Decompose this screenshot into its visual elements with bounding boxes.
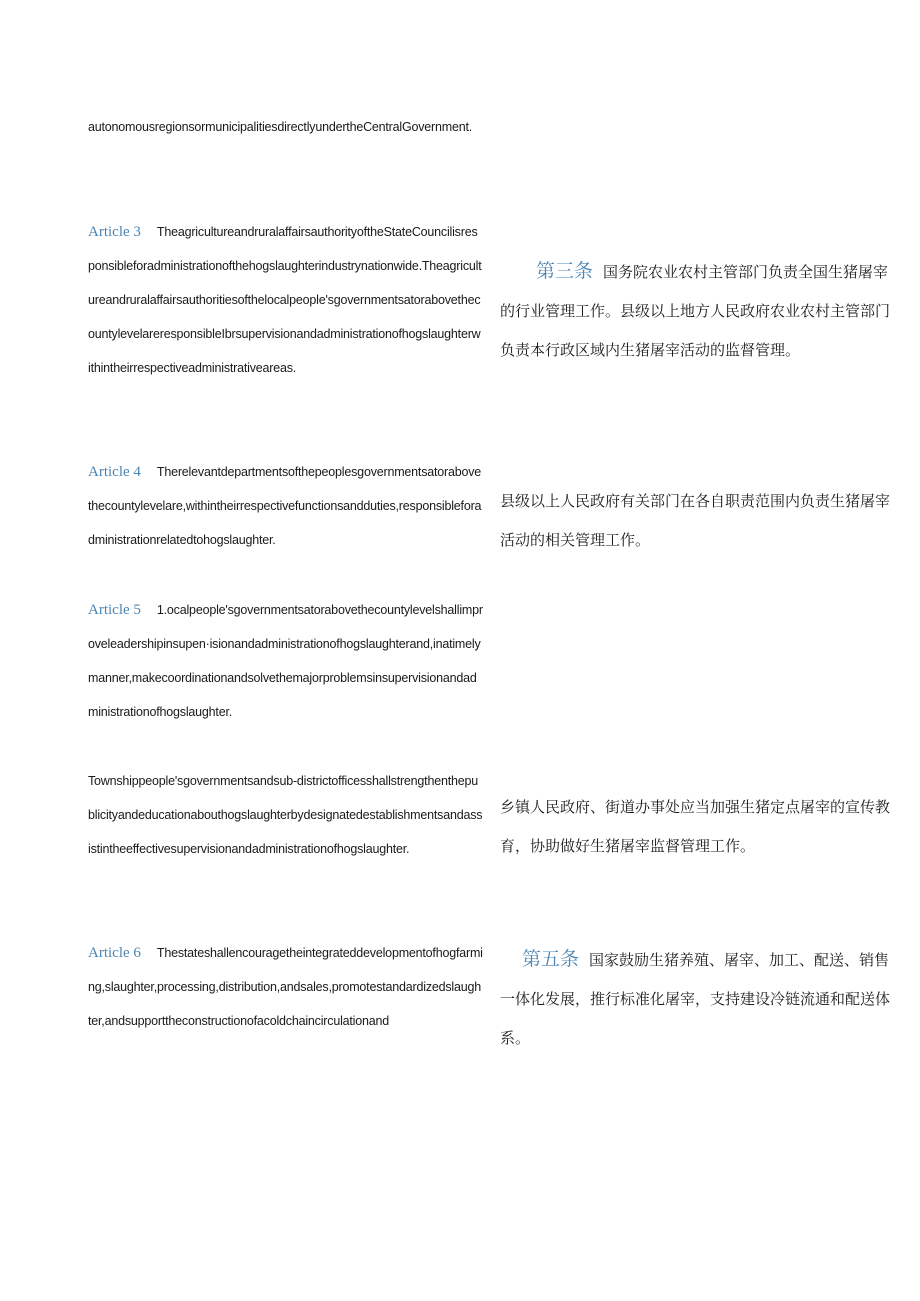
english-paragraph-text: Townshippeople'sgovernmentsandsub-districtofficesshallstrengthenthepublicityandeducationabouthogslaughterbydesignatedestablishmentsandassistintheeffectivesupervisionandadministrationofhogslaughter. bbox=[88, 774, 483, 856]
article-label: Article 6 bbox=[88, 945, 141, 961]
chinese-paragraph-township bbox=[500, 788, 892, 866]
article-label: 第三条 bbox=[536, 260, 594, 282]
english-paragraph-continuation bbox=[88, 110, 483, 144]
chinese-paragraph-text: 乡镇人民政府、街道办事处应当加强生猪定点屠宰的宣传教育，协助做好生猪屠宰监督管理工作。 bbox=[500, 798, 891, 855]
english-paragraph-text: autonomousregionsormunicipalitiesdirectlyundertheCentralGovernment. bbox=[88, 120, 473, 134]
chinese-paragraph-text: 国家鼓励生猪养殖、屠宰、加工、配送、销售一体化发展，推行标准化屠宰，支持建设冷链流通和配送体系。 bbox=[500, 951, 891, 1047]
chinese-article-5 bbox=[500, 940, 892, 1058]
english-paragraph-text: Therelevantdepartmentsofthepeoplesgovernmentsatorabovethecountylevelare,withintheirrespectivefunctionsandduties,responsibleforadministrationrelatedtohogslaughter. bbox=[88, 465, 482, 547]
chinese-paragraph-text: 国务院农业农村主管部门负责全国生猪屠宰的行业管理工作。县级以上地方人民政府农业农村主管部门负责本行政区域内生猪屠宰活动的监督管理。 bbox=[500, 263, 891, 359]
chinese-article-3 bbox=[500, 252, 892, 370]
english-article-5 bbox=[88, 593, 483, 729]
english-paragraph-township bbox=[88, 764, 483, 866]
article-label: Article 4 bbox=[88, 464, 141, 480]
english-paragraph-text: 1.ocalpeople'sgovernmentsatorabovethecountylevelshallimproveleadershipinsupen·isionandadministrationofhogslaughterand,inatimelymanner,makecoordinationandsolvethemajorproblemsinsupervisionandadministrationofhogslaughter. bbox=[88, 603, 483, 719]
english-paragraph-text: TheagricultureandruralaffairsauthorityoftheStateCouncilisresponsibleforadministrationofthehogslaughterindustrynationwide.Theagricultureandruralaffairsauthoritiesofthelocalpeople'sgovernmentsatorabovethecountylevelareresponsibleIbrsupervisionandadministrationofhogslaughterwithintheirrespectiveadministrativeareas. bbox=[88, 225, 482, 375]
english-paragraph-text: Thestateshallencouragetheintegrateddevelopmentofhogfarming,slaughter,processing,distribution,andsales,promotestandardizedslaughter,andsupporttheconstructionofacoldchaincirculationand bbox=[88, 946, 483, 1028]
english-article-6 bbox=[88, 936, 483, 1038]
article-label: Article 3 bbox=[88, 224, 141, 240]
article-label: Article 5 bbox=[88, 602, 141, 618]
english-article-4 bbox=[88, 455, 483, 557]
article-label: 第五条 bbox=[522, 948, 580, 970]
chinese-paragraph-text: 县级以上人民政府有关部门在各自职责范围内负责生猪屠宰活动的相关管理工作。 bbox=[500, 492, 891, 549]
english-article-3 bbox=[88, 215, 483, 385]
chinese-paragraph-departments bbox=[500, 482, 892, 560]
